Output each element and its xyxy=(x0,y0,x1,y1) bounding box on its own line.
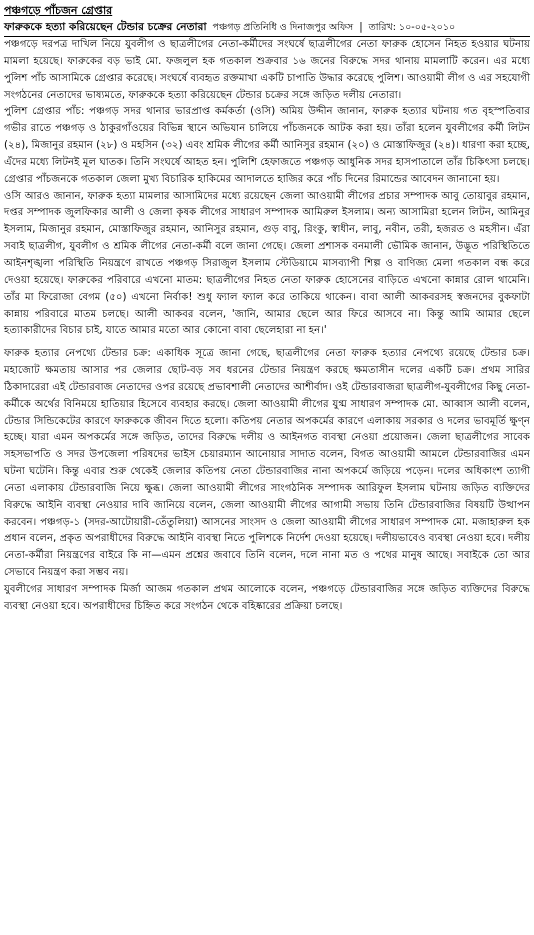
article-meta xyxy=(4,19,530,37)
headline: পঞ্চগড়ে পাঁচজন গ্রেপ্তার xyxy=(4,4,113,17)
publish-date: তারিখ: ১০-০৫-২০১০ xyxy=(368,22,456,33)
subheadline: ফারুককে হত্যা করিয়েছেন টেন্ডার চক্রের নেতারা xyxy=(4,21,207,33)
article-paragraph: ফারুক হত্যার নেপথ্যে টেন্ডার চক্র: একাধিক সূত্রে জানা গেছে, ছাত্রলীগের নেতা ফারুক হত্যার নেপথ্যে রয়েছে টেন্ডার চক্র। মহাজোট ক্ষমতায় আসার পর জেলার ছোট-বড় সব ধরনের টেন্ডার নিয়ন্ত্রণ করছে ক্ষমতাসীন দলের একটি চক্র। প্রথম সারির ঠিকাদারেরা এই টেন্ডারবাজ নেতাদের ওপর রয়েছে প্রভাবশালী নেতাদের আশীর্বাদ। ওই টেন্ডারবাজরা ছাত্রলীগ-যুবলীগের কিছু নেতা-কর্মীকে অর্থের বিনিময়ে হাতিয়ার হিসেবে ব্যবহার করছে। জেলা আওয়ামী লীগের যুগ্ম সাধারণ সম্পাদক মো. আব্বাস আলী বলেন, টেন্ডার সিন্ডিকেটের কারণে ফারুককে জীবন দিতে হলো। কতিপয় নেতার অপকর্মের কারণে এলাকায় সরকার ও দলের ভাবমূর্তি ক্ষুণ্ন হচ্ছে। যারা এমন অপকর্মের সঙ্গে জড়িত, তাদের বিরুদ্ধে দলীয় ও আইনগত ব্যবস্থা নেওয়া প্রয়োজন। জেলা ছাত্রলীগের সাবেক সহসভাপতি ও সদর উপজেলা পরিষদের ভাইস চেয়ারম্যান আনোয়ার সাদাত বলেন, বিগত আওয়ামী আমলে টেন্ডারবাজির এমন ঘটনা ঘটেনি। কিন্তু এবার শুরু থেকেই জেলার কতিপয় নেতা টেন্ডারবাজির নানা অপকর্মে জড়িয়ে পড়েন। দলের অধিকাংশ ত্যাগী নেতা এলাকায় টেন্ডারবাজি নিয়ে ক্ষুব্ধ। জেলা আওয়ামী লীগের সাংগঠনিক সম্পাদক আরিফুল ইসলাম ঘটনায় জড়িত ব্যক্তিদের বিরুদ্ধে আইনি ব্যবস্থা নেওয়ার দাবি জানিয়ে বলেন, জেলা আওয়ামী লীগের আগামী সভায় তিনি টেন্ডারবাজির বিষয়টি উত্থাপন করবেন। পঞ্চগড়-১ (সদর-আটোয়ারী-তেঁতুলিয়া) আসনের সাংসদ ও জেলা আওয়ামী লীগের সাধারণ সম্পাদক মো. মজাহারুল হক প্রধান বলেন, প্রকৃত অপরাধীদের বিরুদ্ধে আইনি ব্যবস্থা নিতে পুলিশকে নির্দেশ দেওয়া হয়েছে। দলীয়ভাবেও ব্যবস্থা নেওয়া হবে। দলীয় নেতা-কর্মীরা নিয়ন্ত্রণের বাইরে কি না—এমন প্রশ্নের জবাবে তিনি বলেন, দলে নানা মত ও পথের মানুষ আছে। সবাইকে তো আর সেভাবে নিয়ন্ত্রণ করা সম্ভব নয়। যুবলীগের সাধারণ সম্পাদক মির্জা আজম গতকাল প্রথম আলোকে বলেন, পঞ্চগড়ে টেন্ডারবাজির সঙ্গে জড়িত ব্যক্তিদের বিরুদ্ধে ব্যবস্থা নেওয়া হবে। অপরাধীদের চিহ্নিত করে সংগঠন থেকে বহিষ্কারের প্রক্রিয়া চলছে। xyxy=(4,348,530,612)
article-paragraph: পঞ্চগড়ে দরপত্র দাখিল নিয়ে যুবলীগ ও ছাত্রলীগের নেতা-কর্মীদের সংঘর্ষে ছাত্রলীগের নেতা ফারুক হোসেন নিহত হওয়ার ঘটনায় মামলা হয়েছে। ফারুকের বড় ভাই মো. ফজলুল হক গতকাল শুক্রবার ১৬ জনের বিরুদ্ধে সদর থানায় মামলাটি করেন। এর মধ্যে পুলিশ পাঁচ আসামিকে গ্রেপ্তার করেছে। সংঘর্ষে ব্যবহৃত রক্তমাখা একটি চাপাতি উদ্ধার করেছে পুলিশ। আওয়ামী লীগ ও এর সহযোগী সংগঠনের নেতাদের ভাষ্যমতে, ফারুককে হত্যা করিয়েছেন টেন্ডার চক্রের সঙ্গে জড়িত দলীয় নেতারা। পুলিশ গ্রেপ্তার পাঁচ: পঞ্চগড় সদর থানার ভারপ্রাপ্ত কর্মকর্তা (ওসি) অমিয় উদ্দীন জানান, ফারুক হত্যার ঘটনায় গত বৃহস্পতিবার গভীর রাতে পঞ্চগড় ও ঠাকুরগাঁওয়ের বিভিন্ন স্থানে অভিযান চালিয়ে পাঁচজনকে আটক করা হয়। তাঁরা হলেন যুবলীগের কর্মী লিটন (২৪), মিজানুর রহমান (২৮) ও মহসিন (৩২) এবং শ্রমিক লীগের কর্মী আনিসুর রহমান (২০) ও মোস্তাফিজুর (২৪)। ধারণা করা হচ্ছে, এঁদের মধ্যে লিটনই মূল ঘাতক। তিনি সংঘর্ষে আহত হন। পুলিশি হেফাজতে পঞ্চগড় আধুনিক সদর হাসপাতালে তাঁর চিকিৎসা চলছে। গ্রেপ্তার পাঁচজনকে গতকাল জেলা মুখ্য বিচারিক হাকিমের আদালতে হাজির করে পাঁচ দিনের রিমান্ডের আবেদন জানানো হয়। ওসি আরও জানান, ফারুক হত্যা মামলার আসামিদের মধ্যে রয়েছেন জেলা আওয়ামী লীগের প্রচার সম্পাদক আবু তোয়াবুর রহমান, দপ্তর সম্পাদক জুলফিকার আলী ও জেলা কৃষক লীগের সাধারণ সম্পাদক আমিরুল ইসলাম। অন্য আসামিরা হলেন লিটন, আমিনুর ইসলাম, মিজানুর রহমান, মোস্তাফিজুর রহমান, আনিসুর রহমান, গুড় বাবু, রিংকু, স্বাধীন, লাবু, নবীন, তরী, হজরত ও মহসীন। এঁরা সবাই ছাত্রলীগ, যুবলীগ ও শ্রমিক লীগের নেতা-কর্মী বলে জানা গেছে। জেলা প্রশাসক বনমালী ভৌমিক জানান, উদ্ভূত পরিস্থিতিতে আইনশৃঙ্খলা পরিস্থিতি নিয়ন্ত্রণে রাখতে পঞ্চগড় সিরাজুল ইসলাম স্টেডিয়ামে মাসব্যাপী শিল্প ও বাণিজ্য মেলা গতকাল বন্ধ করে দেওয়া হয়েছে। ফারুকের পরিবারে এখনো মাতম: ছাত্রলীগের নিহত নেতা ফারুক হোসেনের বাড়িতে এখনো কান্নার রোল থামেনি। তাঁর মা ফিরোজা বেগম (৫০) এখনো নির্বাক! শুধু ফ্যাল ফ্যাল করে তাকিয়ে থাকেন। বাবা আলী আকবরসহ স্বজনদের বুকফাটা কান্নায় পরিবারে মাতম চলছে। আলী আকবর বলেন, 'জানি, আমার ছেলে আর ফিরে আসবে না। কিন্তু আমি আমার ছেলে হত্যাকারীদের বিচার চাই, যাতে আমার মতো আর কোনো বাবা ছেলেহারা না হন।' xyxy=(4,39,530,337)
meta-separator: | xyxy=(359,22,363,33)
byline: পঞ্চগড় প্রতিনিধি ও দিনাজপুর অফিস xyxy=(212,22,354,33)
